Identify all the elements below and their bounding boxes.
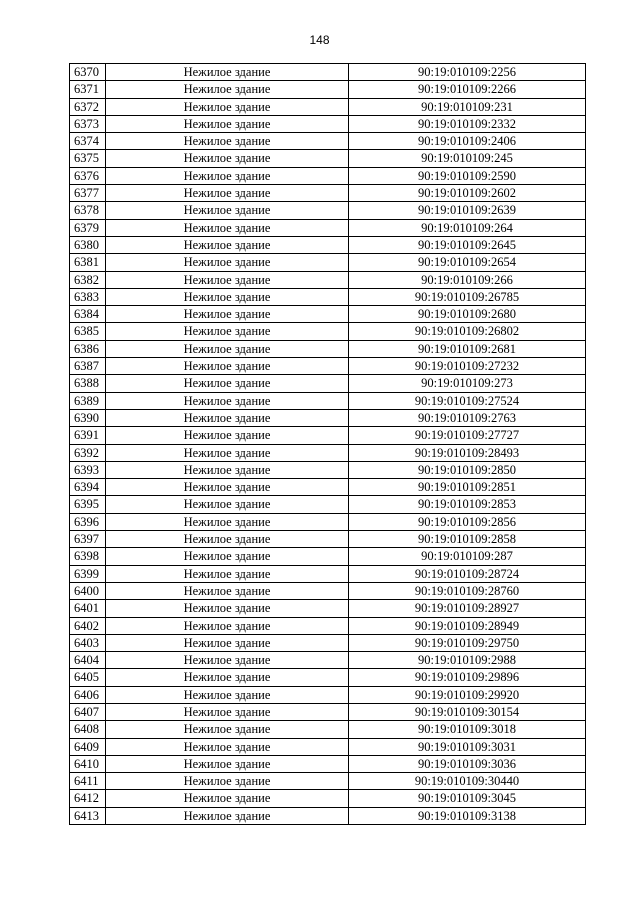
- row-number-cell: 6380: [70, 236, 106, 253]
- object-type-cell: Нежилое здание: [106, 81, 349, 98]
- row-number-cell: 6400: [70, 582, 106, 599]
- object-type-cell: Нежилое здание: [106, 427, 349, 444]
- table-row: [70, 444, 586, 461]
- object-type-cell: Нежилое здание: [106, 340, 349, 357]
- table-row: [70, 496, 586, 513]
- row-number-cell: 6372: [70, 98, 106, 115]
- row-number-cell: 6378: [70, 202, 106, 219]
- table-row: [70, 669, 586, 686]
- cadastral-number-cell: 90:19:010109:29896: [349, 669, 586, 686]
- table-row: [70, 202, 586, 219]
- table-row: [70, 703, 586, 720]
- cadastral-number-cell: 90:19:010109:231: [349, 98, 586, 115]
- row-number-cell: 6413: [70, 807, 106, 824]
- object-type-cell: Нежилое здание: [106, 686, 349, 703]
- row-number-cell: 6407: [70, 703, 106, 720]
- cadastral-number-cell: 90:19:010109:3138: [349, 807, 586, 824]
- cadastral-number-cell: 90:19:010109:28927: [349, 600, 586, 617]
- table-row: [70, 634, 586, 651]
- object-type-cell: Нежилое здание: [106, 531, 349, 548]
- table-row: [70, 358, 586, 375]
- row-number-cell: 6371: [70, 81, 106, 98]
- cadastral-number-cell: 90:19:010109:2681: [349, 340, 586, 357]
- table-row: [70, 686, 586, 703]
- table-row: [70, 513, 586, 530]
- table-row: [70, 288, 586, 305]
- row-number-cell: 6379: [70, 219, 106, 236]
- row-number-cell: 6392: [70, 444, 106, 461]
- cadastral-number-cell: 90:19:010109:29920: [349, 686, 586, 703]
- cadastral-number-cell: 90:19:010109:2680: [349, 306, 586, 323]
- row-number-cell: 6393: [70, 461, 106, 478]
- table-row: [70, 807, 586, 824]
- object-type-cell: Нежилое здание: [106, 219, 349, 236]
- table-row: [70, 150, 586, 167]
- cadastral-number-cell: 90:19:010109:2853: [349, 496, 586, 513]
- row-number-cell: 6390: [70, 409, 106, 426]
- cadastral-number-cell: 90:19:010109:245: [349, 150, 586, 167]
- table-row: [70, 133, 586, 150]
- table-row: [70, 64, 586, 81]
- page-number: 148: [309, 33, 330, 47]
- object-type-cell: Нежилое здание: [106, 617, 349, 634]
- table-row: [70, 392, 586, 409]
- property-registry-table: [69, 63, 586, 825]
- object-type-cell: Нежилое здание: [106, 202, 349, 219]
- cadastral-number-cell: 90:19:010109:2590: [349, 167, 586, 184]
- cadastral-number-cell: 90:19:010109:28949: [349, 617, 586, 634]
- cadastral-number-cell: 90:19:010109:3018: [349, 721, 586, 738]
- row-number-cell: 6395: [70, 496, 106, 513]
- object-type-cell: Нежилое здание: [106, 409, 349, 426]
- row-number-cell: 6405: [70, 669, 106, 686]
- object-type-cell: Нежилое здание: [106, 271, 349, 288]
- cadastral-number-cell: 90:19:010109:2654: [349, 254, 586, 271]
- table-row: [70, 81, 586, 98]
- table-row: [70, 98, 586, 115]
- cadastral-number-cell: 90:19:010109:3045: [349, 790, 586, 807]
- cadastral-number-cell: 90:19:010109:2645: [349, 236, 586, 253]
- object-type-cell: Нежилое здание: [106, 150, 349, 167]
- object-type-cell: Нежилое здание: [106, 755, 349, 772]
- object-type-cell: Нежилое здание: [106, 64, 349, 81]
- cadastral-number-cell: 90:19:010109:30440: [349, 773, 586, 790]
- table-row: [70, 461, 586, 478]
- row-number-cell: 6397: [70, 531, 106, 548]
- cadastral-number-cell: 90:19:010109:266: [349, 271, 586, 288]
- row-number-cell: 6370: [70, 64, 106, 81]
- object-type-cell: Нежилое здание: [106, 600, 349, 617]
- cadastral-number-cell: 90:19:010109:2763: [349, 409, 586, 426]
- object-type-cell: Нежилое здание: [106, 721, 349, 738]
- object-type-cell: Нежилое здание: [106, 133, 349, 150]
- cadastral-number-cell: 90:19:010109:2406: [349, 133, 586, 150]
- row-number-cell: 6383: [70, 288, 106, 305]
- row-number-cell: 6384: [70, 306, 106, 323]
- table-body: [70, 64, 586, 825]
- row-number-cell: 6396: [70, 513, 106, 530]
- cadastral-number-cell: 90:19:010109:30154: [349, 703, 586, 720]
- cadastral-number-cell: 90:19:010109:26785: [349, 288, 586, 305]
- cadastral-number-cell: 90:19:010109:2639: [349, 202, 586, 219]
- row-number-cell: 6394: [70, 479, 106, 496]
- object-type-cell: Нежилое здание: [106, 513, 349, 530]
- table-row: [70, 790, 586, 807]
- cadastral-number-cell: 90:19:010109:287: [349, 548, 586, 565]
- cadastral-number-cell: 90:19:010109:273: [349, 375, 586, 392]
- table-row: [70, 340, 586, 357]
- object-type-cell: Нежилое здание: [106, 738, 349, 755]
- cadastral-number-cell: 90:19:010109:3036: [349, 755, 586, 772]
- row-number-cell: 6381: [70, 254, 106, 271]
- table-row: [70, 167, 586, 184]
- row-number-cell: 6406: [70, 686, 106, 703]
- table-row: [70, 323, 586, 340]
- table-row: [70, 479, 586, 496]
- row-number-cell: 6386: [70, 340, 106, 357]
- table-row: [70, 115, 586, 132]
- object-type-cell: Нежилое здание: [106, 479, 349, 496]
- table-row: [70, 721, 586, 738]
- cadastral-number-cell: 90:19:010109:2858: [349, 531, 586, 548]
- table-row: [70, 652, 586, 669]
- object-type-cell: Нежилое здание: [106, 375, 349, 392]
- object-type-cell: Нежилое здание: [106, 703, 349, 720]
- cadastral-number-cell: 90:19:010109:28760: [349, 582, 586, 599]
- table-row: [70, 185, 586, 202]
- object-type-cell: Нежилое здание: [106, 306, 349, 323]
- row-number-cell: 6409: [70, 738, 106, 755]
- row-number-cell: 6404: [70, 652, 106, 669]
- object-type-cell: Нежилое здание: [106, 444, 349, 461]
- cadastral-number-cell: 90:19:010109:2602: [349, 185, 586, 202]
- table-row: [70, 306, 586, 323]
- table-row: [70, 565, 586, 582]
- object-type-cell: Нежилое здание: [106, 634, 349, 651]
- table-row: [70, 617, 586, 634]
- cadastral-number-cell: 90:19:010109:27232: [349, 358, 586, 375]
- cadastral-number-cell: 90:19:010109:29750: [349, 634, 586, 651]
- row-number-cell: 6388: [70, 375, 106, 392]
- object-type-cell: Нежилое здание: [106, 236, 349, 253]
- object-type-cell: Нежилое здание: [106, 582, 349, 599]
- row-number-cell: 6401: [70, 600, 106, 617]
- table-row: [70, 582, 586, 599]
- cadastral-number-cell: 90:19:010109:2988: [349, 652, 586, 669]
- table-row: [70, 600, 586, 617]
- table-row: [70, 236, 586, 253]
- object-type-cell: Нежилое здание: [106, 496, 349, 513]
- row-number-cell: 6412: [70, 790, 106, 807]
- row-number-cell: 6403: [70, 634, 106, 651]
- cadastral-number-cell: 90:19:010109:27727: [349, 427, 586, 444]
- row-number-cell: 6410: [70, 755, 106, 772]
- cadastral-number-cell: 90:19:010109:2256: [349, 64, 586, 81]
- table-row: [70, 773, 586, 790]
- cadastral-number-cell: 90:19:010109:2332: [349, 115, 586, 132]
- table-row: [70, 548, 586, 565]
- cadastral-number-cell: 90:19:010109:27524: [349, 392, 586, 409]
- table-row: [70, 271, 586, 288]
- row-number-cell: 6385: [70, 323, 106, 340]
- row-number-cell: 6387: [70, 358, 106, 375]
- cadastral-number-cell: 90:19:010109:28724: [349, 565, 586, 582]
- cadastral-number-cell: 90:19:010109:28493: [349, 444, 586, 461]
- table-row: [70, 375, 586, 392]
- object-type-cell: Нежилое здание: [106, 358, 349, 375]
- object-type-cell: Нежилое здание: [106, 115, 349, 132]
- object-type-cell: Нежилое здание: [106, 323, 349, 340]
- table-row: [70, 409, 586, 426]
- object-type-cell: Нежилое здание: [106, 807, 349, 824]
- row-number-cell: 6391: [70, 427, 106, 444]
- object-type-cell: Нежилое здание: [106, 185, 349, 202]
- row-number-cell: 6374: [70, 133, 106, 150]
- row-number-cell: 6402: [70, 617, 106, 634]
- row-number-cell: 6375: [70, 150, 106, 167]
- object-type-cell: Нежилое здание: [106, 548, 349, 565]
- object-type-cell: Нежилое здание: [106, 773, 349, 790]
- object-type-cell: Нежилое здание: [106, 461, 349, 478]
- table-row: [70, 738, 586, 755]
- object-type-cell: Нежилое здание: [106, 254, 349, 271]
- row-number-cell: 6398: [70, 548, 106, 565]
- row-number-cell: 6377: [70, 185, 106, 202]
- table-row: [70, 531, 586, 548]
- table-row: [70, 254, 586, 271]
- object-type-cell: Нежилое здание: [106, 288, 349, 305]
- row-number-cell: 6373: [70, 115, 106, 132]
- row-number-cell: 6411: [70, 773, 106, 790]
- table-row: [70, 427, 586, 444]
- table-row: [70, 219, 586, 236]
- object-type-cell: Нежилое здание: [106, 790, 349, 807]
- cadastral-number-cell: 90:19:010109:2856: [349, 513, 586, 530]
- object-type-cell: Нежилое здание: [106, 565, 349, 582]
- object-type-cell: Нежилое здание: [106, 98, 349, 115]
- object-type-cell: Нежилое здание: [106, 167, 349, 184]
- row-number-cell: 6376: [70, 167, 106, 184]
- object-type-cell: Нежилое здание: [106, 652, 349, 669]
- row-number-cell: 6389: [70, 392, 106, 409]
- row-number-cell: 6399: [70, 565, 106, 582]
- table-row: [70, 755, 586, 772]
- cadastral-number-cell: 90:19:010109:2850: [349, 461, 586, 478]
- cadastral-number-cell: 90:19:010109:2266: [349, 81, 586, 98]
- row-number-cell: 6408: [70, 721, 106, 738]
- cadastral-number-cell: 90:19:010109:3031: [349, 738, 586, 755]
- row-number-cell: 6382: [70, 271, 106, 288]
- object-type-cell: Нежилое здание: [106, 669, 349, 686]
- object-type-cell: Нежилое здание: [106, 392, 349, 409]
- cadastral-number-cell: 90:19:010109:2851: [349, 479, 586, 496]
- cadastral-number-cell: 90:19:010109:26802: [349, 323, 586, 340]
- cadastral-number-cell: 90:19:010109:264: [349, 219, 586, 236]
